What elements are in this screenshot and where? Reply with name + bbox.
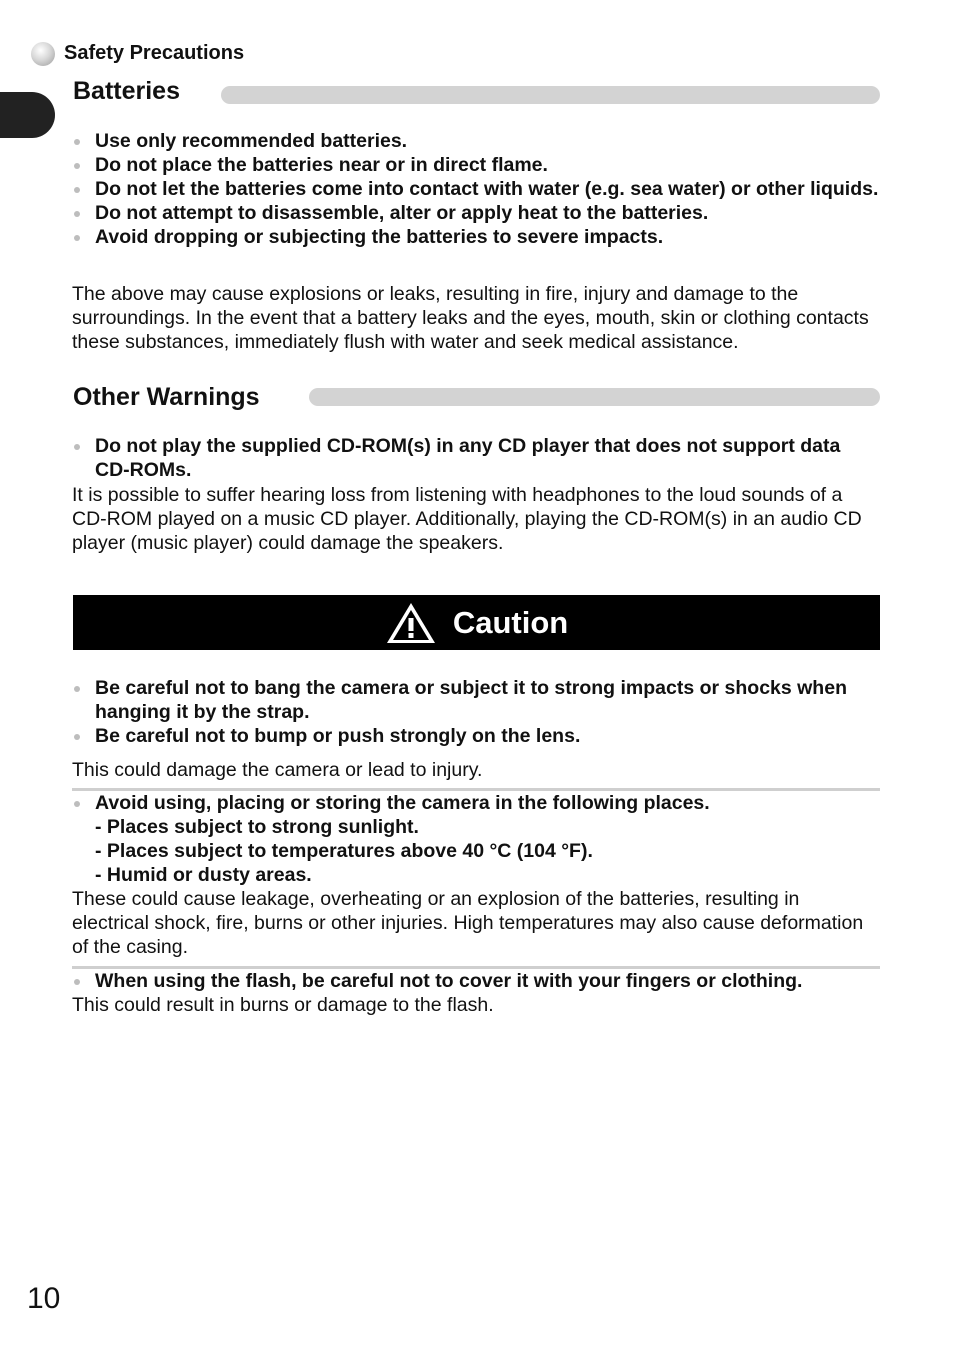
warning-triangle-icon (385, 601, 437, 645)
batteries-list (72, 129, 880, 249)
sub-list-item: - Places subject to strong sunlight. (95, 816, 419, 838)
caution-note-1: This could damage the camera or lead to injury. (72, 759, 483, 781)
list-item: Do not play the supplied CD-ROM(s) in any CD player that does not support data CD-ROMs. (72, 434, 880, 482)
batteries-heading: Batteries (73, 77, 180, 105)
sub-list-item: - Places subject to temperatures above 40 °C (104 °F). (95, 840, 593, 862)
list-item: Avoid dropping or subjecting the batteries to severe impacts. (72, 225, 880, 249)
running-header: Safety Precautions (64, 42, 245, 64)
list-item: Do not place the batteries near or in direct flame. (72, 153, 880, 177)
list-item: Avoid using, placing or storing the camera in the following places. (72, 791, 880, 815)
sub-list-item: - Humid or dusty areas. (95, 864, 312, 886)
other-warnings-list (72, 434, 880, 482)
page-number: 10 (27, 1282, 61, 1315)
caution-list-3 (72, 969, 880, 993)
chapter-tab (0, 92, 55, 138)
heading-bar (309, 388, 880, 406)
caution-list-2 (72, 791, 880, 887)
list-item: Do not attempt to disassemble, alter or apply heat to the batteries. (72, 201, 880, 225)
caution-banner (73, 595, 880, 650)
other-warnings-note: It is possible to suffer hearing loss from listening with headphones to the loud sounds of a CD-ROM played on a music CD player. Additionally, playing the CD-ROM(s) in an audio CD player (music player) could damage the speakers. (72, 484, 862, 554)
batteries-note: The above may cause explosions or leaks, resulting in fire, injury and damage to the surroundings. In the event that a battery leaks and the eyes, mouth, skin or clothing contacts these substances, immediately flush with water and seek medical assistance. (72, 283, 869, 353)
caution-note-3: This could result in burns or damage to the flash. (72, 994, 494, 1016)
list-item: When using the flash, be careful not to cover it with your fingers or clothing. (72, 969, 880, 993)
caution-title: Caution (452, 604, 569, 640)
caution-note-2: These could cause leakage, overheating or an explosion of the batteries, resulting in electrical shock, fire, burns or other injuries. High temperatures may also cause deformation of the casing. (72, 888, 864, 958)
list-item: Be careful not to bang the camera or subject it to strong impacts or shocks when hanging it by the strap. (72, 676, 880, 724)
list-item: Do not let the batteries come into contact with water (e.g. sea water) or other liquids. (72, 177, 880, 201)
section-marker-icon (31, 42, 55, 66)
list-item: Be careful not to bump or push strongly on the lens. (72, 724, 880, 748)
caution-list-1 (72, 676, 880, 748)
heading-bar (221, 86, 880, 104)
list-item: Use only recommended batteries. (72, 129, 880, 153)
other-warnings-heading: Other Warnings (73, 383, 260, 411)
